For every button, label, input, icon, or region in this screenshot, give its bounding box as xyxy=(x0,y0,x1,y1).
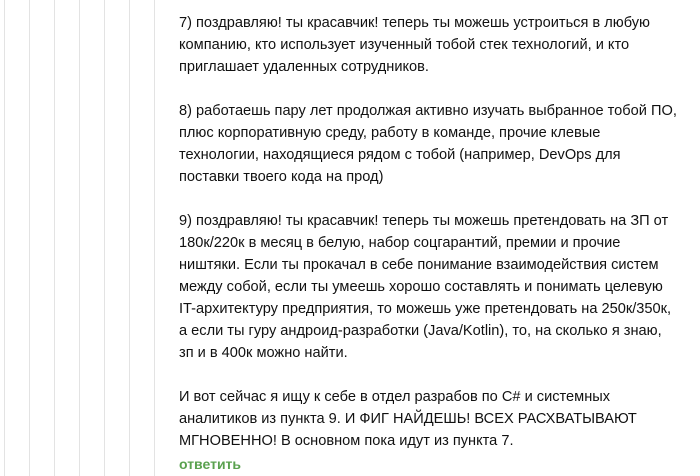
comment-body xyxy=(179,12,679,452)
comment-thread-lines xyxy=(0,0,170,476)
comment-paragraph: И вот сейчас я ищу к себе в отдел разрабов по C# и системных аналитиков из пункта 9. И ФИГ НАЙДЕШЬ! ВСЕХ РАСХВАТЫВАЮТ МГНОВЕННО! В основном пока идут из пункта 7. xyxy=(179,389,637,449)
comment-paragraph: 7) поздравляю! ты красавчик! теперь ты можешь устроиться в любую компанию, кто использует изученный тобой стек технологий, и кто приглашает удаленных сотрудников. xyxy=(179,15,650,75)
comment-paragraph: 8) работаешь пару лет продолжая активно изучать выбранное тобой ПО, плюс корпоративную среду, работу в команде, прочие клевые технологии, находящиеся рядом с тобой (например, DevOps для поставки твоего кода на прод) xyxy=(179,103,677,185)
comment xyxy=(179,12,679,474)
thread-line[interactable] xyxy=(129,0,130,476)
comment-paragraph: 9) поздравляю! ты красавчик! теперь ты можешь претендовать на ЗП от 180к/220к в месяц в белую, набор соцгарантий, премии и прочие ништяки. Если ты прокачал в себе понимание взаимодействия систем между собой, если ты умеешь хорошо составлять и понимать целевую IT-архитектуру предприятия, то можешь уже претендовать на 250к/350к, а если ты гуру андроид-разработки (Java/Kotlin), то, на сколько я знаю, зп и в 400к можно найти. xyxy=(179,213,672,361)
reply-link[interactable]: ответить xyxy=(179,456,242,472)
thread-line[interactable] xyxy=(79,0,80,476)
thread-line[interactable] xyxy=(104,0,105,476)
thread-line[interactable] xyxy=(54,0,55,476)
thread-line[interactable] xyxy=(4,0,5,476)
thread-line[interactable] xyxy=(29,0,30,476)
thread-line[interactable] xyxy=(154,0,155,476)
